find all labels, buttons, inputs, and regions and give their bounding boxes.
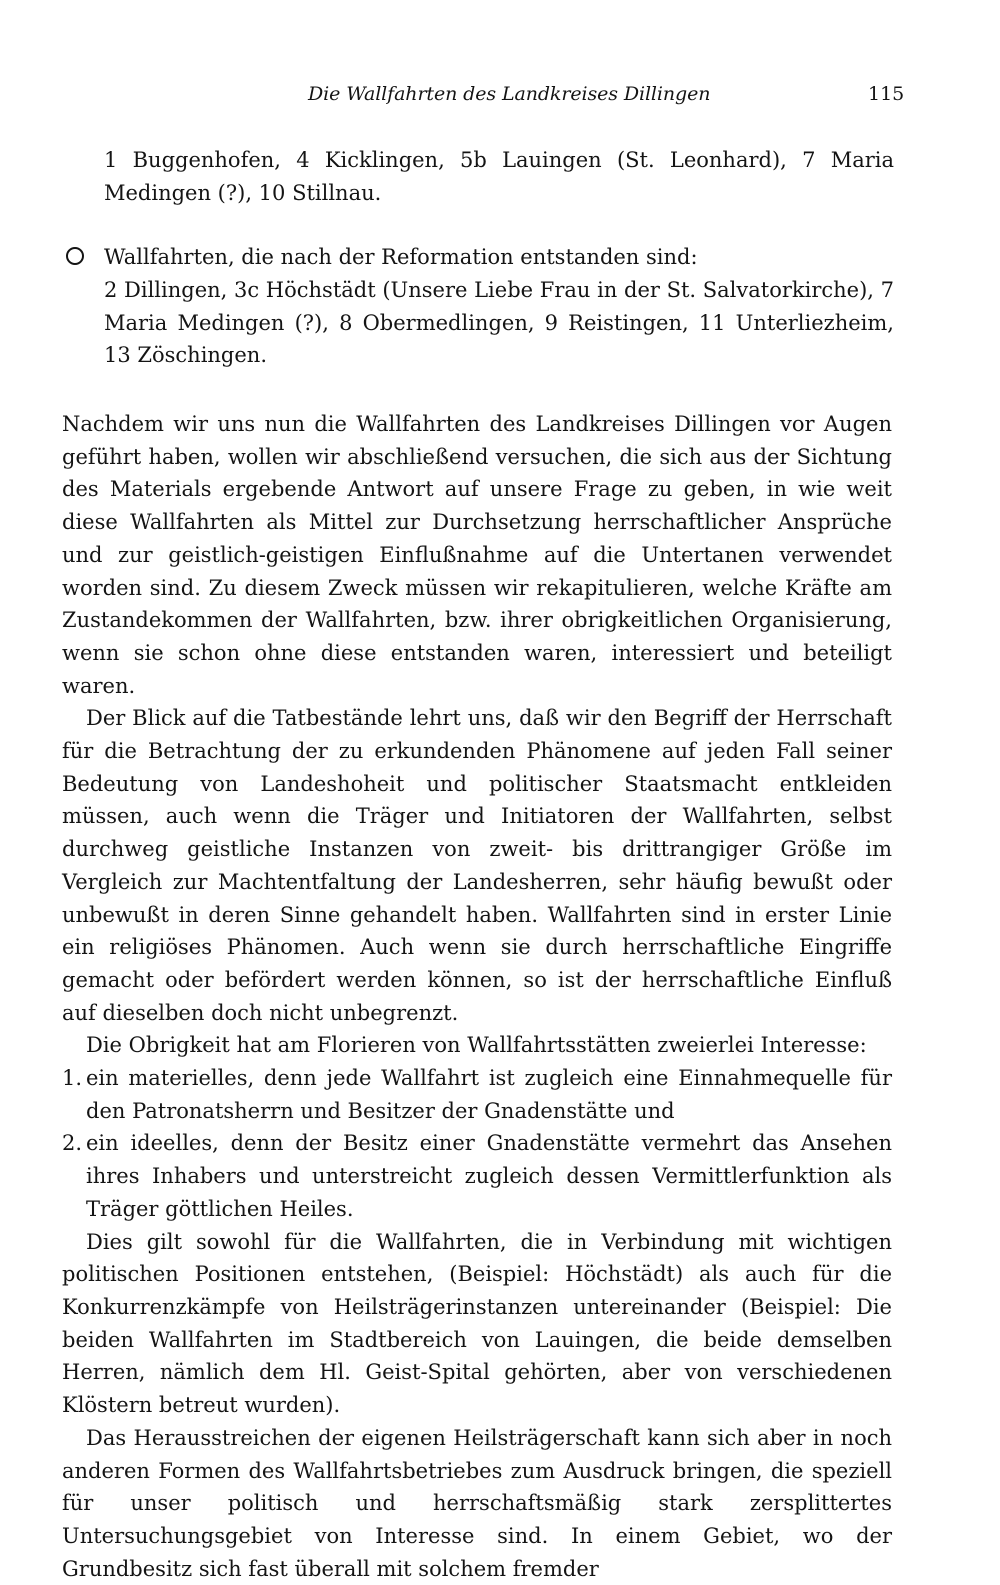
intro-place-list-text: 1 Buggenhofen, 4 Kicklingen, 5b Lauingen (St. Leonhard), 7 Maria Medingen (?), 10 Stillnau.: [104, 148, 894, 205]
list-item: [62, 1127, 892, 1225]
main-text: [62, 408, 892, 1585]
legend-place-list: [104, 274, 894, 372]
paragraph-1: Nachdem wir uns nun die Wallfahrten des Landkreises Dillingen vor Augen geführt haben, wollen wir abschließend versuchen, die sich aus der Sichtung des Materials ergebende Antwort auf unsere Frage zu geben, in wie weit diese Wallfahrten als Mittel zur Durchsetzung herrschaftlicher Ansprüche und zur geistlich-geistigen Einflußnahme auf die Untertanen verwendet worden sind. Zu diesem Zweck müssen wir rekapitulieren, welche Kräfte am Zustandekommen der Wallfahrten, bzw. ihrer obrigkeitlichen Organisierung, wenn sie schon ohne diese entstanden waren, interessiert und beteiligt waren.: [62, 412, 892, 698]
paragraph-2: Der Blick auf die Tatbestände lehrt uns, daß wir den Begriff der Herrschaft für die Betrachtung der zu erkundenden Phänomene auf jeden Fall seiner Bedeutung von Landeshoheit und politischer Staatsmacht entkleiden müssen, auch wenn die Träger und Initiatoren der Wallfahrten, selbst durchweg geistliche Instanzen von zweit- bis drittrangiger Größe im Vergleich zur Machtentfaltung der Landesherren, sehr häufig bewußt oder unbewußt in deren Sinne gehandelt haben. Wallfahrten sind in erster Linie ein religiöses Phänomen. Auch wenn sie durch herrschaftliche Eingriffe gemacht oder befördert werden können, so ist der herrschaftliche Einfluß auf dieselben doch nicht unbegrenzt.: [62, 706, 892, 1025]
list-item-text: ein ideelles, denn der Besitz einer Gnadenstätte vermehrt das Ansehen ihres Inhabers und unterstreicht zugleich dessen Vermittlerfunktion als Träger göttlichen Heiles.: [86, 1131, 892, 1221]
legend-place-list-text: 2 Dillingen, 3c Höchstädt (Unsere Liebe Frau in der St. Salvatorkirche), 7 Maria Medingen (?), 8 Obermedlingen, 9 Reistingen, 11 Unterliezheim, 13 Zöschingen.: [104, 278, 894, 368]
intro-place-list: [104, 144, 894, 209]
legend-heading: Wallfahrten, die nach der Reformation entstanden sind:: [104, 245, 698, 269]
paragraph-3: Die Obrigkeit hat am Florieren von Wallfahrtsstätten zweierlei Interesse:: [86, 1033, 867, 1058]
list-item-number: 2.: [62, 1131, 83, 1156]
page-number: 115: [868, 83, 905, 105]
circle-outline-icon: [66, 247, 84, 265]
paragraph-5: Das Herausstreichen der eigenen Heilsträgerschaft kann sich aber in noch anderen Formen des Wallfahrtsbetriebes zum Ausdruck bringen, die speziell für unser politisch und herrschaftsmäßig stark zersplittertes Untersuchungsgebiet von Interesse sind. In einem Gebiet, wo der Grundbesitz sich fast überall mit solchem fremder: [62, 1425, 892, 1581]
running-title: Die Wallfahrten des Landkreises Dillingen: [308, 83, 711, 105]
list-item-number: 1.: [62, 1066, 83, 1091]
list-item: [62, 1062, 892, 1127]
paragraph-4: Dies gilt sowohl für die Wallfahrten, die in Verbindung mit wichtigen politischen Positionen entstehen, (Beispiel: Höchstädt) als auch für die Konkurrenzkämpfe von Heilsträgerinstanzen untereinander (Beispiel: Die beiden Wallfahrten im Stadtbereich von Lauingen, die beide demselben Herren, nämlich dem Hl. Geist-Spital gehörten, aber von verschiedenen Klöstern betreut wurden).: [62, 1229, 892, 1418]
list-item-text: ein materielles, denn jede Wallfahrt ist zugleich eine Einnahmequelle für den Patronatsherrn und Besitzer der Gnadenstätte und: [86, 1066, 892, 1123]
